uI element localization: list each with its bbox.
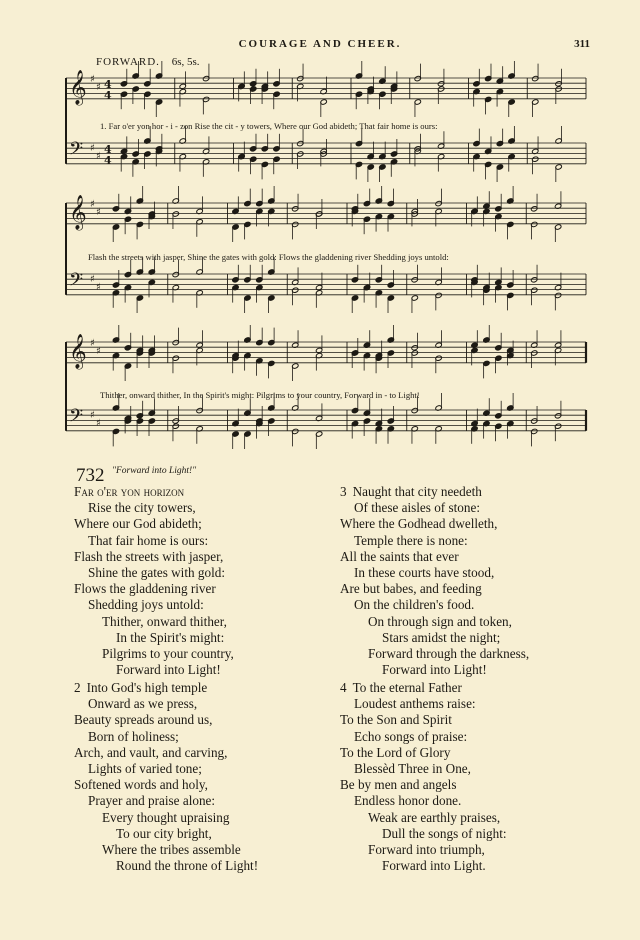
stanza-line-text: Prayer and praise alone: [88,793,216,809]
stanza-line-text: Where our God abideth; [74,516,202,532]
time-signature: 4 [104,154,112,167]
stanza-line-text: Blessèd Three in One, [354,761,471,777]
bass-clef-icon: 𝄢 [69,139,84,164]
stanza-line [340,581,600,597]
stanza-line [340,712,600,728]
stanza-line [340,614,600,630]
sharp-icon: ♯ [90,143,95,154]
stanza-line [340,565,600,581]
stanza-line [74,745,334,761]
sharp-icon: ♯ [90,74,95,85]
stanza-line-text: On the children's food. [354,597,475,613]
stanza-line [340,549,600,565]
stanza-line-text: To the Son and Spirit [340,712,452,728]
stanza-line [340,696,600,712]
stanza-line [340,826,600,842]
system-2-lyrics: Flash the streets with jasper, Shine the gates with gold: Flows the gladdening river Shedding joys untold: [88,252,449,262]
stanza-line [74,484,334,500]
stanza-line-text: Naught that city needeth [352,484,482,499]
stanza-line [340,484,600,500]
stanza-3 [340,484,600,678]
stanza-line-text: On through sign and token, [368,613,512,629]
stanza-number: 2 [74,680,81,695]
stanza-line-text: All the saints that ever [340,548,459,564]
stanza-line [74,680,334,696]
stanza-line [340,858,600,874]
stanza-line [340,842,600,858]
stanza-line [74,810,334,826]
sharp-icon: ♯ [96,346,101,357]
stanza-line [340,745,600,761]
stanza-line-text: In the Spirit's might: [116,629,225,645]
stanza-line [74,826,334,842]
stanza-line [74,729,334,745]
stanza-line-text: Are but babes, and feeding [340,581,482,597]
stanza-number: 3 [340,484,347,499]
stanza-line [340,516,600,532]
stanza-line-text: Where the Godhead dwelleth, [340,516,498,532]
stanza-line [74,549,334,565]
stanza-2 [74,680,334,874]
stanza-line [340,761,600,777]
stanza-line-text: That fair home is ours: [88,532,209,548]
stanza-line-text: Echo songs of praise: [354,728,468,744]
sharp-icon: ♯ [90,199,95,210]
stanza-line [74,842,334,858]
stanza-line [74,858,334,874]
stanza-line [74,777,334,793]
sharp-icon: ♯ [90,274,95,285]
stanza-line [74,793,334,809]
stanza-line [74,630,334,646]
stanza-line-text: Of these aisles of stone: [354,500,480,516]
stanza-line-text: Forward into triumph, [368,842,485,858]
stanza-line-text: Arch, and vault, and carving, [74,744,228,760]
page-number: 311 [574,38,590,50]
stanza-line [340,777,600,793]
stanza-line [340,533,600,549]
stanza-line-text: Flows the gladdening river [74,581,216,597]
stanza-line [340,662,600,678]
stanza-line-text: Shedding joys untold: [88,597,204,613]
stanza-line [340,680,600,696]
stanza-line [74,581,334,597]
bass-clef-icon: 𝄢 [69,406,84,431]
treble-clef-icon: 𝄞 [69,70,87,105]
tune-name: FORWARD. [96,56,160,68]
sharp-icon: ♯ [96,282,101,293]
stanza-line-text: Thither, onward thither, [102,613,227,629]
stanza-line [340,729,600,745]
running-title: COURAGE AND CHEER. [238,38,402,50]
stanza-line-text: Round the throne of Light! [116,858,259,874]
stanza-line [74,662,334,678]
stanza-line [74,646,334,662]
stanza-line [74,761,334,777]
tune-meter: 6s, 5s. [171,56,200,68]
stanza-line-text: Onward as we press, [88,696,198,712]
stanza-line-text: Softened words and holy, [74,777,208,793]
stanza-line [74,614,334,630]
sharp-icon: ♯ [90,338,95,349]
stanza-line-text: Forward into Light. [382,858,486,874]
hymn-number: 732 [76,465,105,486]
sharp-icon: ♯ [90,410,95,421]
stanza-line [340,500,600,516]
stanza-line-text: Born of holiness; [88,728,179,744]
stanza-line [340,597,600,613]
stanza-line-text: Forward into Light! [382,662,487,678]
stanza-line-text: Shine the gates with gold: [88,565,225,581]
treble-clef-icon: 𝄞 [69,195,87,230]
time-signature: 4 [104,143,112,156]
stanza-line [74,597,334,613]
stanza-line-text: Rise the city towers, [88,500,196,516]
stanza-line-text: Loudest anthems raise: [354,696,476,712]
stanza-line-text: Pilgrims to your country, [102,646,234,662]
sharp-icon: ♯ [96,82,101,93]
stanza-line-text: In these courts have stood, [354,565,495,581]
stanza-line-text: Stars amidst the night; [382,629,501,645]
stanza-line-text: Far o'er yon horizon [74,484,185,499]
treble-clef-icon: 𝄞 [69,334,87,369]
stanza-line [340,810,600,826]
stanza-line-text: Every thought upraising [102,809,230,825]
stanza-line-text: Forward through the darkness, [368,646,530,662]
stanza-line-text: Beauty spreads around us, [74,712,213,728]
stanza-line-text: Where the tribes assemble [102,842,241,858]
stanza-1 [74,484,334,678]
stanza-line-text: To our city bright, [116,825,212,841]
system-3-lyrics: Thither, onward thither, In the Spirit's might: Pilgrims to your country, Forward in - to Light! [100,390,420,400]
stanza-line-text: To the eternal Father [352,680,462,695]
stanza-number: 4 [340,680,347,695]
stanza-line-text: Into God's high temple [86,680,208,695]
system-1-lyrics: 1. Far o'er yon hor - i - zon Rise the cit - y towers, Where our God abideth; That fair home is ours: [100,121,438,131]
bass-clef-icon: 𝄢 [69,270,84,295]
stanza-line-text: Flash the streets with jasper, [74,548,224,564]
stanza-line [74,533,334,549]
stanza-line [74,712,334,728]
stanza-line [74,565,334,581]
stanza-line-text: Dull the songs of night: [382,825,507,841]
stanza-line-text: Weak are earthly praises, [368,809,501,825]
stanza-line-text: Endless honor done. [354,793,462,809]
sharp-icon: ♯ [96,207,101,218]
time-signature: 4 [104,78,112,91]
stanza-line-text: Forward into Light! [116,662,221,678]
stanza-4 [340,680,600,874]
stanza-line-text: Temple there is none: [354,532,468,548]
sharp-icon: ♯ [96,418,101,429]
time-signature: 4 [104,89,112,102]
stanza-line [340,646,600,662]
hymn-caption: "Forward into Light!" [112,466,197,476]
stanza-line [74,516,334,532]
stanza-line-text: Be by men and angels [340,777,457,793]
stanza-line [340,630,600,646]
stanza-line [74,696,334,712]
stanza-line-text: Lights of varied tone; [88,761,202,777]
stanza-line [340,793,600,809]
stanza-line [74,500,334,516]
stanza-line-text: To the Lord of Glory [340,744,451,760]
sharp-icon: ♯ [96,151,101,162]
